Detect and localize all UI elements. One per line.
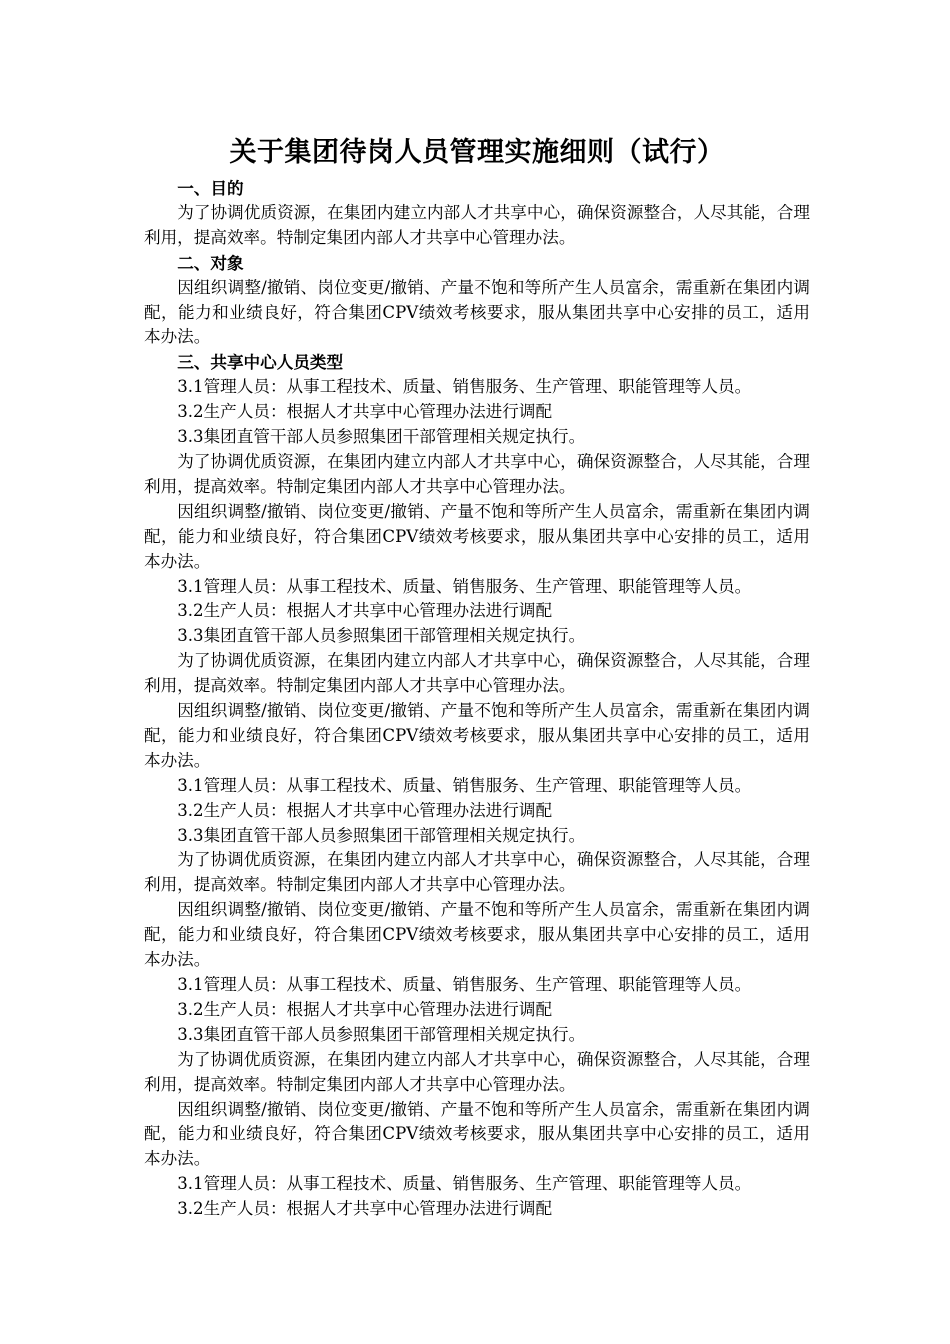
list-item: 3.3集团直管干部人员参照集团干部管理相关规定执行。 xyxy=(177,427,586,447)
list-item: 3.2生产人员：根据人才共享中心管理办法进行调配 xyxy=(177,402,553,422)
section-heading: 二、对象 xyxy=(177,252,244,273)
section-heading: 三、共享中心人员类型 xyxy=(177,352,344,373)
list-item: 3.3集团直管干部人员参照集团干部管理相关规定执行。 xyxy=(177,626,586,646)
paragraph: 因组织调整/撤销、岗位变更/撤销、产量不饱和等所产生人员富余，需重新在集团内调配，能力和业绩良好，符合集团CPV绩效考核要求，服从集团共享中心安排的员工，适用本办法。 xyxy=(144,501,810,571)
paragraph: 为了协调优质资源，在集团内建立内部人才共享中心，确保资源整合，人尽其能，合理利用，提高效率。特制定集团内部人才共享中心管理办法。 xyxy=(144,850,810,895)
list-item: 3.2生产人员：根据人才共享中心管理办法进行调配 xyxy=(177,999,553,1019)
document-sections xyxy=(144,176,810,1222)
paragraph: 因组织调整/撤销、岗位变更/撤销、产量不饱和等所产生人员富余，需重新在集团内调配，能力和业绩良好，符合集团CPV绩效考核要求，服从集团共享中心安排的员工，适用本办法。 xyxy=(144,701,810,770)
list-item: 3.2生产人员：根据人才共享中心管理办法进行调配 xyxy=(177,800,553,820)
list-item: 3.2生产人员：根据人才共享中心管理办法进行调配 xyxy=(177,1199,553,1219)
paragraph: 因组织调整/撤销、岗位变更/撤销、产量不饱和等所产生人员富余，需重新在集团内调配，能力和业绩良好，符合集团CPV绩效考核要求，服从集团共享中心安排的员工，适用本办法。 xyxy=(144,277,810,347)
paragraph: 因组织调整/撤销、岗位变更/撤销、产量不饱和等所产生人员富余，需重新在集团内调配，能力和业绩良好，符合集团CPV绩效考核要求，服从集团共享中心安排的员工，适用本办法。 xyxy=(144,1099,810,1169)
list-item: 3.1管理人员：从事工程技术、质量、销售服务、生产管理、职能管理等人员。 xyxy=(177,377,752,397)
list-item: 3.1管理人员：从事工程技术、质量、销售服务、生产管理、职能管理等人员。 xyxy=(177,1174,752,1194)
paragraph: 为了协调优质资源，在集团内建立内部人才共享中心，确保资源整合，人尽其能，合理利用，提高效率。特制定集团内部人才共享中心管理办法。 xyxy=(144,1049,810,1094)
list-item: 3.2生产人员：根据人才共享中心管理办法进行调配 xyxy=(177,601,553,621)
list-item: 3.3集团直管干部人员参照集团干部管理相关规定执行。 xyxy=(177,1024,586,1044)
list-item: 3.1管理人员：从事工程技术、质量、销售服务、生产管理、职能管理等人员。 xyxy=(177,576,752,596)
list-item: 3.1管理人员：从事工程技术、质量、销售服务、生产管理、职能管理等人员。 xyxy=(177,975,752,994)
section-heading: 一、目的 xyxy=(177,178,244,198)
paragraph: 为了协调优质资源，在集团内建立内部人才共享中心，确保资源整合，人尽其能，合理利用，提高效率。特制定集团内部人才共享中心管理办法。 xyxy=(144,651,810,696)
paragraph: 为了协调优质资源，在集团内建立内部人才共享中心，确保资源整合，人尽其能，合理利用，提高效率。特制定集团内部人才共享中心管理办法。 xyxy=(144,202,810,247)
paragraph: 为了协调优质资源，在集团内建立内部人才共享中心，确保资源整合，人尽其能，合理利用，提高效率。特制定集团内部人才共享中心管理办法。 xyxy=(144,451,810,496)
paragraph: 因组织调整/撤销、岗位变更/撤销、产量不饱和等所产生人员富余，需重新在集团内调配，能力和业绩良好，符合集团CPV绩效考核要求，服从集团共享中心安排的员工，适用本办法。 xyxy=(144,900,810,970)
list-item: 3.3集团直管干部人员参照集团干部管理相关规定执行。 xyxy=(177,825,586,845)
list-item: 3.1管理人员：从事工程技术、质量、销售服务、生产管理、职能管理等人员。 xyxy=(177,775,752,795)
document-body xyxy=(144,130,810,1222)
document-title: 关于集团待岗人员管理实施细则（试行） xyxy=(229,137,725,168)
